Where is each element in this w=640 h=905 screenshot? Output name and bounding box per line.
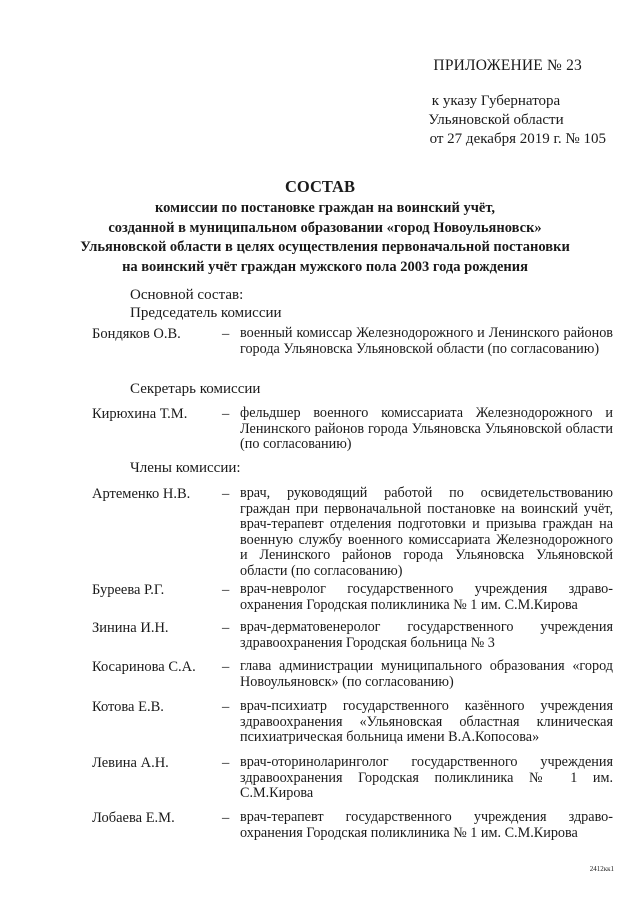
document-subtitle	[60, 199, 590, 277]
member-description: фельдшер военного комиссариата Железнодорожного и Ленинского районов города Ульяновска Ульяновской области (по согласованию)	[240, 405, 613, 452]
footer-code: 2412кк1	[589, 865, 614, 873]
document-title: СОСТАВ	[285, 177, 355, 196]
subtitle-line: на воинский учёт граждан мужского пола 2003 года рождения	[122, 258, 528, 275]
member-name: Зинина И.Н.	[92, 620, 169, 636]
appendix-number: ПРИЛОЖЕНИЕ № 23	[433, 57, 582, 74]
member-dash: –	[222, 406, 230, 422]
decree-line-1: к указу Губернатора	[431, 93, 561, 109]
member-dash: –	[222, 620, 230, 636]
member-description: глава администрации муниципального образования «город Новоульяновск» (по согласованию)	[240, 658, 613, 690]
member-description: врач-невролог государственного учреждения здраво-охранения Городская поликлиника № 1 им. С.М.Кирова	[240, 581, 613, 613]
member-description: врач-психиатр государственного казённого учреждения здравоохранения «Ульяновская областная клиническая психиатрическая больница имени В.А.Копосова»	[240, 698, 613, 745]
member-name: Косаринова С.А.	[92, 659, 196, 675]
member-description: военный комиссар Железнодорожного и Ленинского районов города Ульяновска Ульяновской области (по согласованию)	[240, 325, 613, 357]
member-description: врач, руководящий работой по освидетельствованию граждан при первоначальной постановке на воинский учёт, врач-терапевт отделения подготовки и призыва граждан на военную службу военного комиссариата Железнодорожного и Ленинского районов города Ульяновска Ульяновской области (по согласованию)	[240, 485, 613, 579]
decree-line-2: Ульяновской области	[428, 112, 564, 128]
member-dash: –	[222, 326, 230, 342]
member-dash: –	[222, 810, 230, 826]
member-dash: –	[222, 582, 230, 598]
member-name: Левина А.Н.	[92, 755, 169, 771]
section-secretary: Секретарь комиссии	[130, 381, 261, 397]
member-dash: –	[222, 699, 230, 715]
member-name: Котова Е.В.	[92, 699, 164, 715]
member-description: врач-терапевт государственного учреждения здраво-охранения Городская поликлиника № 1 им. С.М.Кирова	[240, 809, 613, 841]
member-name: Артеменко Н.В.	[92, 486, 191, 502]
subtitle-line: созданной в муниципальном образовании «город Новоульяновск»	[108, 219, 542, 236]
member-dash: –	[222, 755, 230, 771]
member-name: Буреева Р.Г.	[92, 582, 165, 598]
section-chairman: Председатель комиссии	[130, 305, 282, 321]
decree-reference	[386, 92, 606, 149]
subtitle-line: Ульяновской области в целях осуществления первоначальной постановки	[80, 239, 570, 255]
member-name: Кирюхина Т.М.	[92, 406, 188, 422]
member-name: Лобаева Е.М.	[92, 810, 175, 826]
section-members: Члены комиссии:	[130, 460, 241, 476]
section-main: Основной состав:	[130, 287, 244, 303]
member-name: Бондяков О.В.	[92, 326, 181, 342]
member-dash: –	[222, 486, 230, 502]
member-dash: –	[222, 659, 230, 675]
subtitle-line: комиссии по постановке граждан на воинский учёт,	[154, 200, 496, 216]
member-description: врач-оториноларинголог государственного учреждения здравоохранения Городская поликлиника № 1 им. С.М.Кирова	[240, 754, 613, 801]
member-description: врач-дерматовенеролог государственного учреждения здравоохранения Городская больница № 3	[240, 619, 613, 651]
decree-line-3: от 27 декабря 2019 г. № 105	[429, 131, 606, 147]
